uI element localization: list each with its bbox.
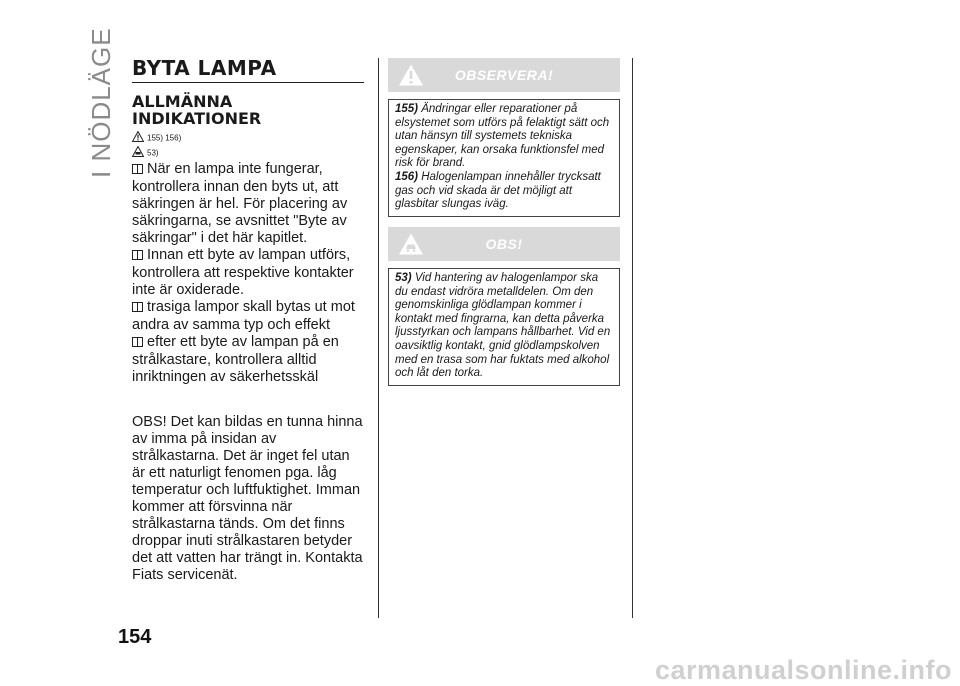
reference-numbers: 53) [147, 148, 159, 158]
reference-line-note [132, 146, 364, 161]
warning-box-header [388, 58, 620, 92]
warning-box-body [388, 99, 620, 217]
left-column [132, 56, 364, 599]
book-icon [132, 300, 143, 317]
paragraph: trasiga lampor skall bytas ut mot andra av samma typ och effekt [132, 299, 355, 333]
section-subheading: ALLMÄNNA INDIKATIONER [132, 92, 262, 128]
car-note-icon [132, 146, 144, 161]
book-icon [132, 335, 143, 352]
column-divider [378, 58, 379, 618]
reference-line-warning [132, 131, 364, 146]
obs-paragraph: OBS! Det kan bildas en tunna hinna av imma på insidan av strålkastarna. Det är inget fel utan är ett naturligt fenomen pga. låg temperatur och luftfuktighet. Imman kommer att försvinna när strålkastarna tänds. Om det finns droppar inuti strålkastaren betyder det att vatten har trängt in. Kontakta Fiats servicenät. [132, 414, 363, 583]
reference-numbers: 155) 156) [147, 133, 182, 143]
site-watermark: carmanualsonline.info [654, 655, 952, 685]
paragraph: Innan ett byte av lampan utförs, kontrollera att respektive kontakter inte är oxiderade. [132, 247, 354, 298]
car-note-icon [398, 232, 424, 261]
column-divider [632, 58, 633, 618]
reference-markers [132, 131, 364, 161]
warning-box [388, 58, 620, 217]
paragraph: När en lampa inte fungerar, kontrollera innan den byts ut, att säkringen är hel. För placering av säkringarna, se avsnittet "Byte av säkringar" i det här kapitlet. [132, 161, 348, 246]
book-icon [132, 248, 143, 265]
page-title: BYTA LAMPA [132, 56, 364, 83]
note-box-title: OBS! [485, 236, 523, 252]
warning-triangle-icon [398, 63, 424, 92]
note-box-header [388, 227, 620, 261]
warning-item: 155) Ändringar eller reparationer på elsystemet som utförs på felaktigt sätt och utan hänsyn till systemets tekniska egenskaper, kan orsaka funktionsfel med risk för brand. [395, 103, 610, 170]
note-item: 53) Vid hantering av halogenlampor ska du endast vidröra metalldelen. Om den genomskinliga glödlampan kommer i kontakt med fingrarna, kan detta påverka ljusstyrkan och lampans hållbarhet. Vid en oavsiktlig kontakt, gnid glödlampskolven med en trasa som har fuktats med alkohol och låt den torka. [395, 272, 611, 380]
page-number: 154 [118, 626, 152, 648]
warning-box-title: OBSERVERA! [454, 67, 554, 83]
chapter-side-label: I NÖDLÄGE [86, 27, 116, 178]
paragraph: efter ett byte av lampan på en strålkastare, kontrollera alltid inriktningen av säkerhetsskäl [132, 334, 339, 385]
book-icon [132, 162, 143, 179]
note-box-body [388, 268, 620, 386]
warning-triangle-icon [132, 131, 144, 146]
warning-item: 156) Halogenlampan innehåller trycksatt gas och vid skada är det möjligt att glasbitar slungas iväg. [395, 170, 601, 211]
note-box [388, 227, 620, 386]
